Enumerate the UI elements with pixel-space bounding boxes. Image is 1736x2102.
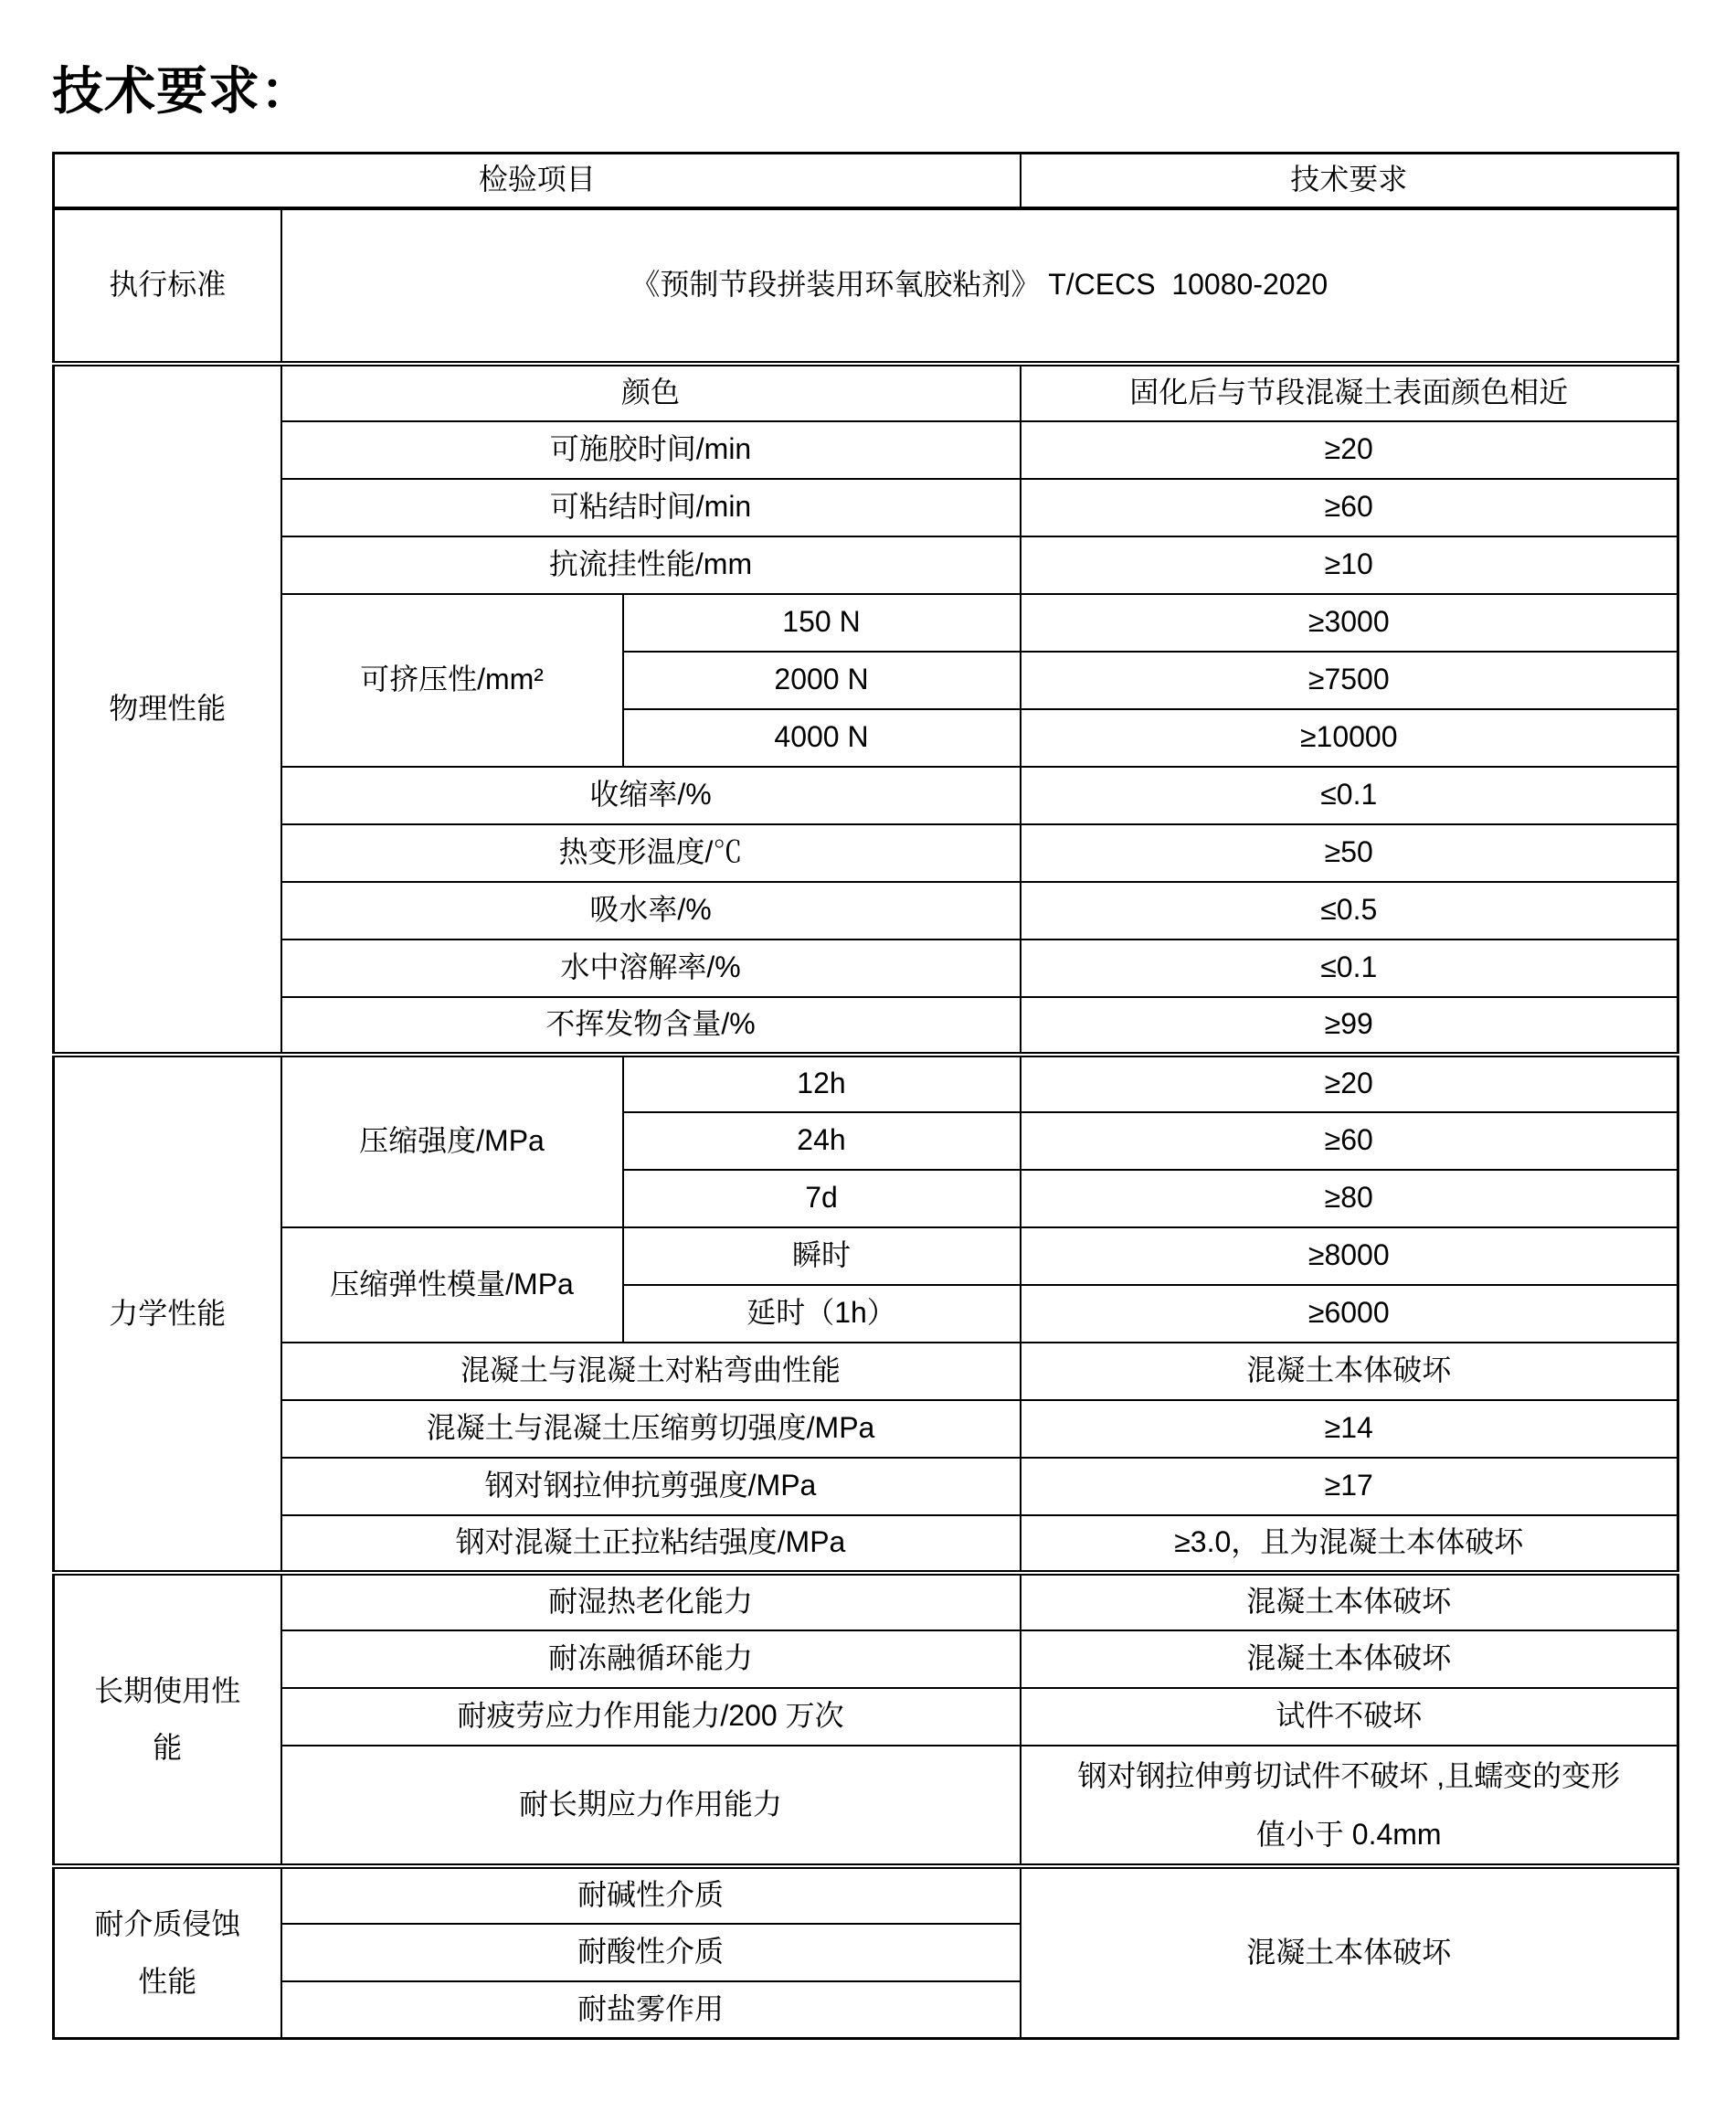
- req-cell: ≤0.1: [1021, 940, 1678, 997]
- extrudability-label-cell: 可挤压性/mm²: [281, 594, 623, 767]
- item-cell: 颜色: [281, 364, 1021, 421]
- cond-cell: 2000 N: [623, 652, 1021, 709]
- media-req-merged-cell: 混凝土本体破坏: [1021, 1866, 1678, 2039]
- item-cell: 耐疲劳应力作用能力/200 万次: [281, 1688, 1021, 1746]
- item-cell: 钢对混凝土正拉粘结强度/MPa: [281, 1515, 1021, 1573]
- longterm-section-label: 长期使用性能: [94, 1673, 241, 1764]
- table-row: [54, 940, 1678, 997]
- cond-cell: 24h: [623, 1112, 1021, 1170]
- longterm-section-cell: [54, 1573, 281, 1866]
- physical-section-label: 物理性能: [109, 692, 227, 726]
- req-cell: [1021, 1746, 1678, 1866]
- req-cell: 试件不破坏: [1021, 1688, 1678, 1746]
- table-row: [54, 1400, 1678, 1458]
- item-cell: 抗流挂性能/mm: [281, 536, 1021, 594]
- exec-standard-value-cell: 《预制节段拼装用环氧胶粘剂》 T/CECS 10080-2020: [281, 208, 1678, 364]
- item-cell: 耐酸性介质: [281, 1924, 1021, 1981]
- item-cell: 吸水率/%: [281, 882, 1021, 940]
- table-row: [54, 1055, 1678, 1112]
- header-cell-inspection-item: 检验项目: [54, 154, 1021, 208]
- req-cell: ≥7500: [1021, 652, 1678, 709]
- item-cell: 耐冻融循环能力: [281, 1630, 1021, 1688]
- item-cell: 耐湿热老化能力: [281, 1573, 1021, 1630]
- table-row: [54, 1688, 1678, 1746]
- elastic-modulus-label-cell: 压缩弹性模量/MPa: [281, 1227, 623, 1343]
- item-cell: 可粘结时间/min: [281, 479, 1021, 536]
- item-cell: 耐碱性介质: [281, 1866, 1021, 1924]
- req-cell: ≤0.1: [1021, 767, 1678, 824]
- table-row: [54, 594, 1678, 652]
- req-cell: 混凝土本体破坏: [1021, 1573, 1678, 1630]
- header-cell-tech-requirement: 技术要求: [1021, 154, 1678, 208]
- cond-cell: 瞬时: [623, 1227, 1021, 1285]
- exec-standard-label-cell: 执行标准: [54, 208, 281, 364]
- req-cell: ≥6000: [1021, 1285, 1678, 1343]
- cond-cell: 7d: [623, 1170, 1021, 1227]
- item-cell: 耐长期应力作用能力: [281, 1746, 1021, 1866]
- table-row: [54, 1343, 1678, 1400]
- table-header-row: [54, 154, 1678, 208]
- req-cell: 固化后与节段混凝土表面颜色相近: [1021, 364, 1678, 421]
- req-cell: ≥60: [1021, 479, 1678, 536]
- table-row: [54, 536, 1678, 594]
- table-row: [54, 1630, 1678, 1688]
- table-row: [54, 824, 1678, 882]
- cond-cell: 延时（1h）: [623, 1285, 1021, 1343]
- req-cell: ≥10: [1021, 536, 1678, 594]
- item-cell: 可施胶时间/min: [281, 421, 1021, 479]
- table-row: [54, 364, 1678, 421]
- tech-requirements-table: [52, 152, 1679, 2040]
- item-cell: 热变形温度/℃: [281, 824, 1021, 882]
- mechanical-section-label: 力学性能: [109, 1296, 227, 1330]
- req-cell: ≥99: [1021, 997, 1678, 1055]
- req-cell: ≥3000: [1021, 594, 1678, 652]
- item-cell: 混凝土与混凝土对粘弯曲性能: [281, 1343, 1021, 1400]
- media-section-label: 耐介质侵蚀性能: [94, 1907, 241, 1998]
- table-row: [54, 882, 1678, 940]
- physical-section-cell: [54, 364, 281, 1055]
- item-cell: 耐盐雾作用: [281, 1981, 1021, 2039]
- req-cell: ≥14: [1021, 1400, 1678, 1458]
- req-cell: ≥20: [1021, 421, 1678, 479]
- req-cell: ≥20: [1021, 1055, 1678, 1112]
- req-text: 钢对钢拉伸剪切试件不破坏 ,且蠕变的变形值小于 0.4mm: [1077, 1758, 1621, 1851]
- req-cell: ≤0.5: [1021, 882, 1678, 940]
- table-row: [54, 1746, 1678, 1866]
- item-cell: 水中溶解率/%: [281, 940, 1021, 997]
- item-cell: 钢对钢拉伸抗剪强度/MPa: [281, 1458, 1021, 1515]
- compressive-strength-label-cell: 压缩强度/MPa: [281, 1055, 623, 1227]
- req-cell: ≥17: [1021, 1458, 1678, 1515]
- table-row: [54, 479, 1678, 536]
- table-row: [54, 767, 1678, 824]
- exec-standard-row: [54, 208, 1678, 364]
- media-section-cell: [54, 1866, 281, 2039]
- item-cell: 收缩率/%: [281, 767, 1021, 824]
- req-cell: ≥50: [1021, 824, 1678, 882]
- table-row: [54, 1515, 1678, 1573]
- req-cell: ≥8000: [1021, 1227, 1678, 1285]
- table-row: [54, 997, 1678, 1055]
- table-row: [54, 1227, 1678, 1285]
- page-title: 技术要求：: [52, 62, 312, 120]
- req-cell: ≥80: [1021, 1170, 1678, 1227]
- req-cell: ≥60: [1021, 1112, 1678, 1170]
- cond-cell: 150 N: [623, 594, 1021, 652]
- mechanical-section-cell: [54, 1055, 281, 1573]
- req-cell: 混凝土本体破坏: [1021, 1343, 1678, 1400]
- req-cell: ≥3.0，且为混凝土本体破坏: [1021, 1515, 1678, 1573]
- cond-cell: 4000 N: [623, 709, 1021, 767]
- item-cell: 不挥发物含量/%: [281, 997, 1021, 1055]
- req-cell: 混凝土本体破坏: [1021, 1630, 1678, 1688]
- item-cell: 混凝土与混凝土压缩剪切强度/MPa: [281, 1400, 1021, 1458]
- table-row: [54, 1573, 1678, 1630]
- cond-cell: 12h: [623, 1055, 1021, 1112]
- table-row: [54, 1458, 1678, 1515]
- req-cell: ≥10000: [1021, 709, 1678, 767]
- table-row: [54, 1866, 1678, 1924]
- table-row: [54, 421, 1678, 479]
